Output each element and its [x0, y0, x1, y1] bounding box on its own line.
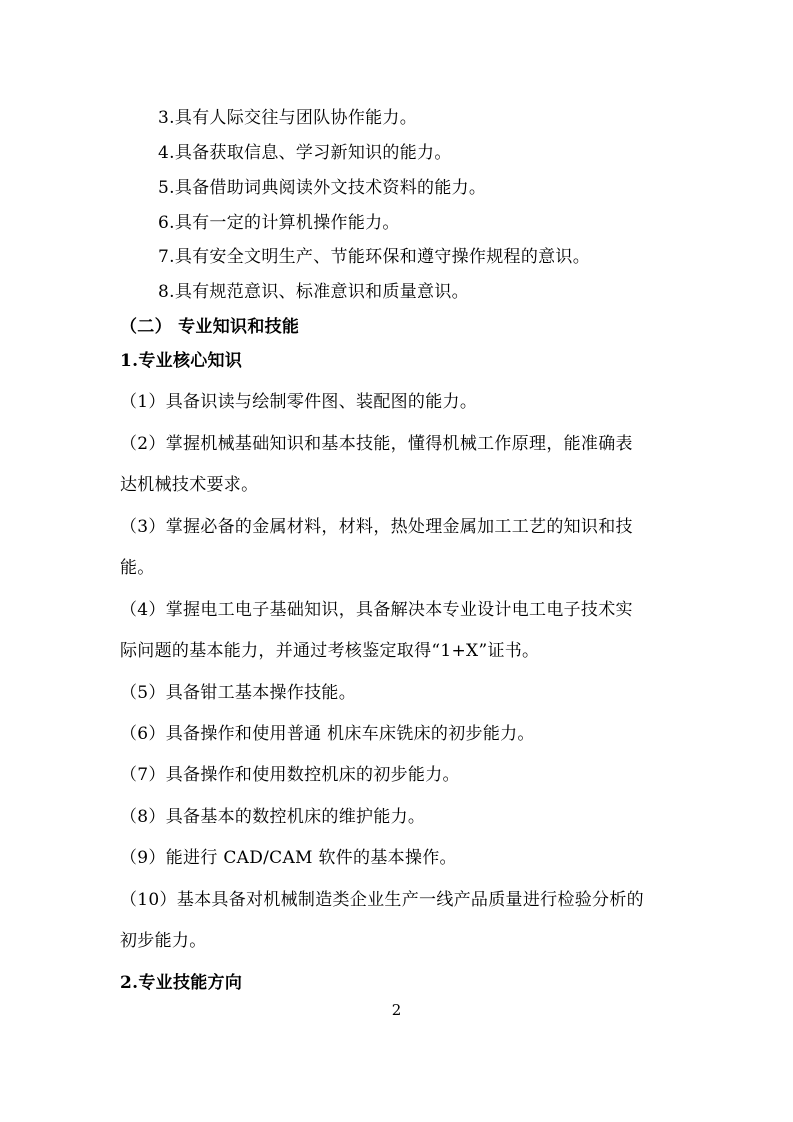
- ability-item-3: 3.具有人际交往与团队协作能力。: [158, 108, 418, 128]
- ability-item-5: 5.具备借助词典阅读外文技术资料的能力。: [158, 178, 487, 198]
- knowledge-line: （4）掌握电工电子基础知识，具备解决本专业设计电工电子技术实: [120, 600, 633, 620]
- knowledge-line: 达机械技术要求。: [120, 475, 259, 495]
- ability-item-4: 4.具备获取信息、学习新知识的能力。: [158, 143, 452, 163]
- ability-item-7: 7.具有安全文明生产、节能环保和遵守操作规程的意识。: [158, 247, 591, 267]
- ability-item-8: 8.具有规范意识、标准意识和质量意识。: [158, 282, 469, 302]
- knowledge-line: 能。: [120, 558, 155, 578]
- knowledge-line: （8）具备基本的数控机床的维护能力。: [120, 807, 426, 827]
- knowledge-line: （2）掌握机械基础知识和基本技能，懂得机械工作原理，能准确表: [120, 434, 633, 454]
- knowledge-line: （7）具备操作和使用数控机床的初步能力。: [120, 765, 460, 785]
- knowledge-line: （6）具备操作和使用普通 机床车床铣床的初步能力。: [120, 724, 535, 744]
- subsection-heading-core-knowledge: 1.专业核心知识: [120, 351, 243, 371]
- knowledge-line: 初步能力。: [120, 931, 207, 951]
- knowledge-line: （9）能进行 CAD/CAM 软件的基本操作。: [120, 848, 457, 868]
- knowledge-line: （10）基本具备对机械制造类企业生产一线产品质量进行检验分析的: [120, 890, 644, 910]
- knowledge-line: （5）具备钳工基本操作技能。: [120, 683, 357, 703]
- knowledge-line: （3）掌握必备的金属材料，材料，热处理金属加工工艺的知识和技: [120, 517, 633, 537]
- section-heading: （二） 专业知识和技能: [120, 317, 300, 337]
- subsection-heading-skill-direction: 2.专业技能方向: [120, 973, 243, 993]
- ability-item-6: 6.具有一定的计算机操作能力。: [158, 213, 400, 233]
- knowledge-line: 际问题的基本能力，并通过考核鉴定取得“1+X”证书。: [120, 641, 540, 661]
- knowledge-line: （1）具备识读与绘制零件图、装配图的能力。: [120, 392, 478, 412]
- page-number: 2: [391, 1001, 402, 1019]
